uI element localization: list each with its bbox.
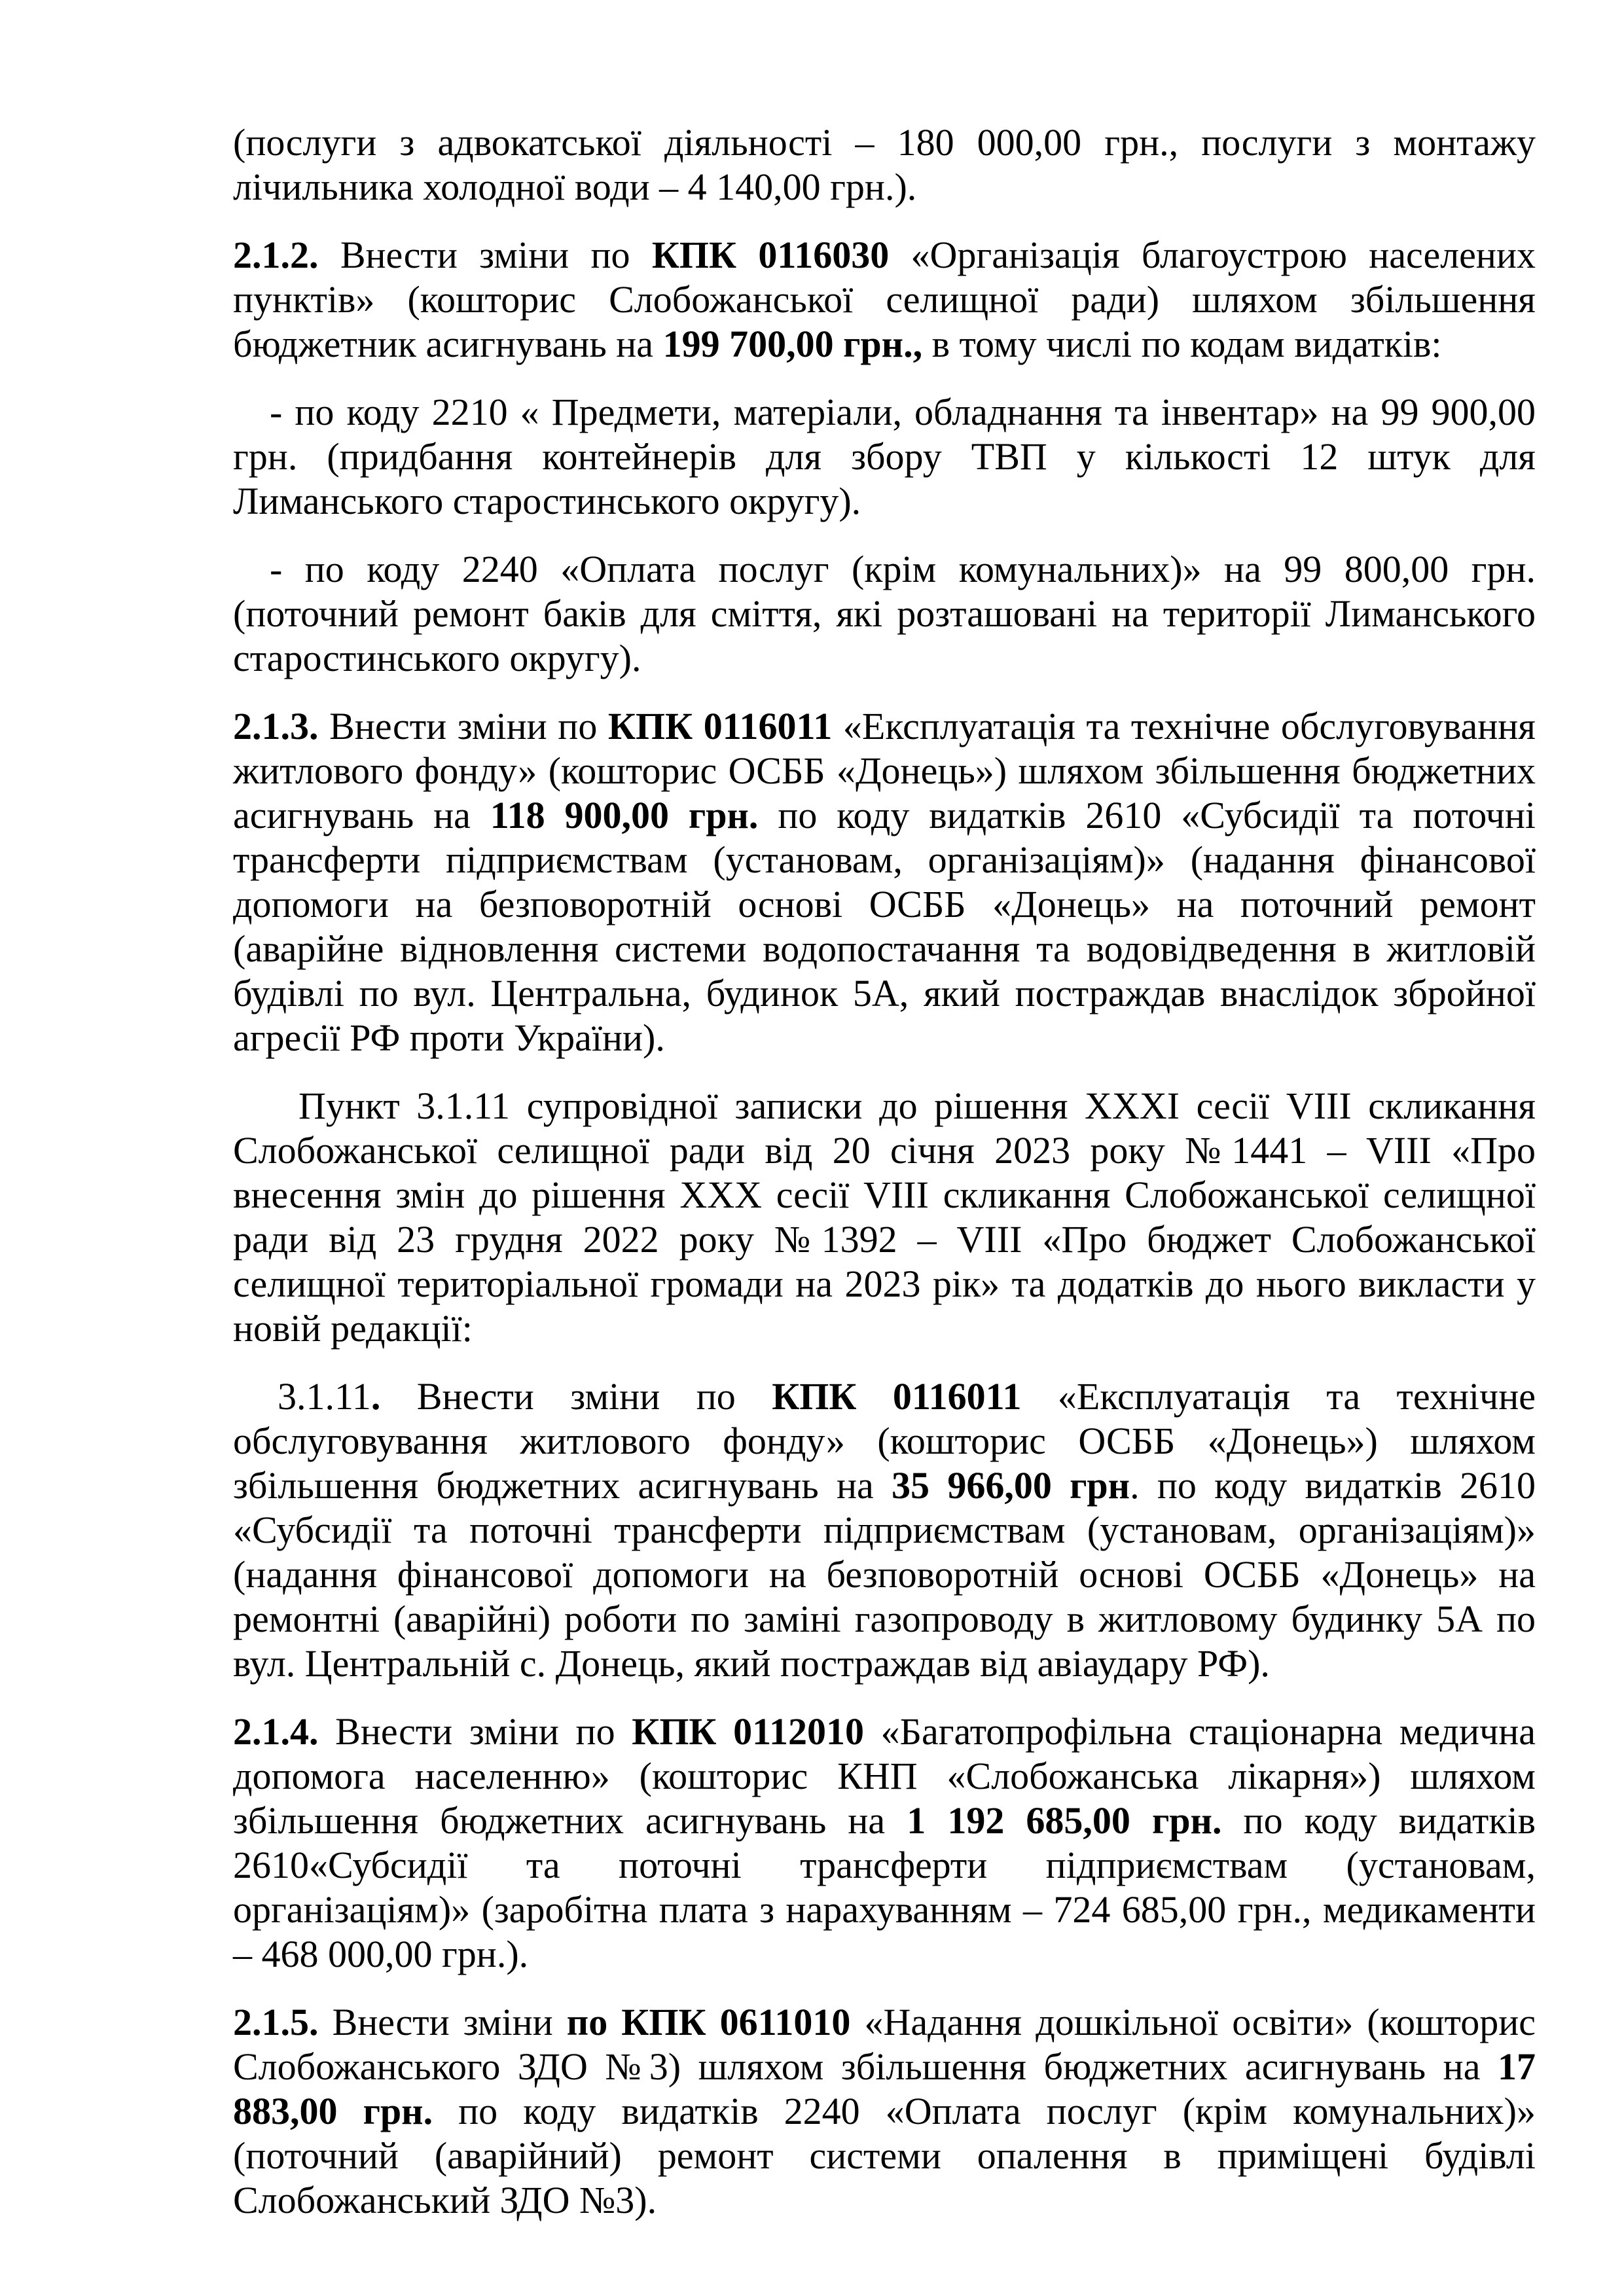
text: по коду видатків 2240 «Оплата послуг (крім комунальних)» (поточний (аварійний) ремонт системи опалення в приміщені будівлі Слобожанський ЗДО №3). [233, 2090, 1536, 2221]
bold-text: КПК 0112010 [632, 1710, 864, 1753]
bold-text: 2.1.4. [233, 1710, 319, 1753]
bold-text: по КПК 0611010 [566, 2001, 851, 2043]
bold-text: 2.1.2. [233, 234, 319, 276]
text: Внести зміни по [380, 1375, 772, 1418]
bold-text: 17 883,00 грн. [233, 2045, 1536, 2132]
bold-text: 2.1.5. [233, 2001, 319, 2043]
text: Пункт 3.1.11 супровідної записки до рішення XXXI сесії VIII скликання Слобожанської селищної ради від 20 січня 2023 року №1441 – VIII «Про внесення змін до рішення XXX сесії VIII скликання Слобожанської селищної ради від 23 грудня 2022 року №1392 – VIII «Про бюджет Слобожанської селищної територіальної громади на 2023 рік» та додатків до нього викласти у новій редакції: [233, 1085, 1536, 1350]
bold-text: 199 700,00 грн., [662, 323, 923, 365]
text: по коду видатків 2610 «Субсидії та поточні трансферти підприємствам (установам, організаціям)» (надання фінансової допомоги на безповоротній основі ОСББ «Донець» на поточний ремонт (аварійне відновлення системи водопостачання та водовідведення в житловій будівлі по вул. Центральна, будинок 5А, який постраждав внаслідок збройної агресії РФ проти України). [233, 794, 1536, 1059]
text: Внести зміни [318, 2001, 567, 2043]
text: Внести зміни по [318, 1710, 632, 1753]
bold-text: 1 192 685,00 грн. [907, 1799, 1222, 1842]
bold-text: 2.1.3. [233, 705, 319, 747]
paragraph [233, 2000, 1536, 2223]
text: «Експлуатація та технічне обслуговування житлового фонду» (кошторис ОСББ «Донець») шляхом збільшення бюджетних асигнувань на [233, 705, 1536, 836]
bold-text: КПК 0116030 [651, 234, 890, 276]
bold-text: 118 900,00 грн. [490, 794, 759, 836]
text: «Організація благоустрою населених пунктів» (кошторис Слобожанської селищної ради) шляхом збільшення бюджетник асигнувань на [233, 234, 1536, 365]
text: «Багатопрофільна стаціонарна медична допомога населенню» (кошторис КНП «Слобожанська лікарня») шляхом збільшення бюджетних асигнувань на [233, 1710, 1536, 1842]
bold-text: . [370, 1375, 381, 1418]
text: по коду видатків 2610«Субсидії та поточні трансферти підприємствам (установам, організаціям)» (заробітна плата з нарахуванням – 724 685,00 грн., медикаменти – 468 000,00 грн.). [233, 1799, 1536, 1975]
paragraph [233, 1710, 1536, 1977]
document-page [233, 120, 1536, 2246]
text: 3.1.11 [278, 1375, 371, 1418]
text: в тому числі по кодам видатків: [922, 323, 1442, 365]
text: . по коду видатків 2610 «Субсидії та поточні трансферти підприємствам (установам, організаціям)» (надання фінансової допомоги на безповоротній основі ОСББ «Донець» на ремонтні (аварійні) роботи по заміні газопроводу в житловому будинку 5А по вул. Центральній с. Донець, який постраждав від авіаудару РФ). [233, 1464, 1536, 1685]
text: «Експлуатація та технічне обслуговування житлового фонду» (кошторис ОСББ «Донець») шляхом збільшення бюджетних асигнувань на [233, 1375, 1536, 1507]
paragraph [233, 1084, 1536, 1351]
paragraph [233, 120, 1536, 209]
text: Внести зміни по [318, 234, 652, 276]
bold-text: 35 966,00 грн [892, 1464, 1130, 1507]
paragraph [233, 547, 1536, 681]
paragraph [233, 233, 1536, 367]
paragraph [233, 390, 1536, 524]
text: «Надання дошкільної освіти» (кошторис Слобожанського ЗДО №3) шляхом збільшення бюджетних асигнувань на [233, 2001, 1536, 2088]
text: Внести зміни по [318, 705, 608, 747]
text: - по коду 2210 « Предмети, матеріали, обладнання та інвентар» на 99 900,00 грн. (придбання контейнерів для збору ТВП у кількості 12 штук для Лиманського старостинського округу). [233, 391, 1536, 522]
text: - по коду 2240 «Оплата послуг (крім комунальних)» на 99 800,00 грн. (поточний ремонт баків для сміття, які розташовані на території Лиманського старостинського округу). [233, 548, 1536, 679]
paragraph [233, 704, 1536, 1060]
bold-text: КПК 0116011 [607, 705, 833, 747]
text: (послуги з адвокатської діяльності – 180 000,00 грн., послуги з монтажу лічильника холодної води – 4 140,00 грн.). [233, 121, 1536, 208]
bold-text: КПК 0116011 [772, 1375, 1022, 1418]
paragraph [233, 1374, 1536, 1686]
